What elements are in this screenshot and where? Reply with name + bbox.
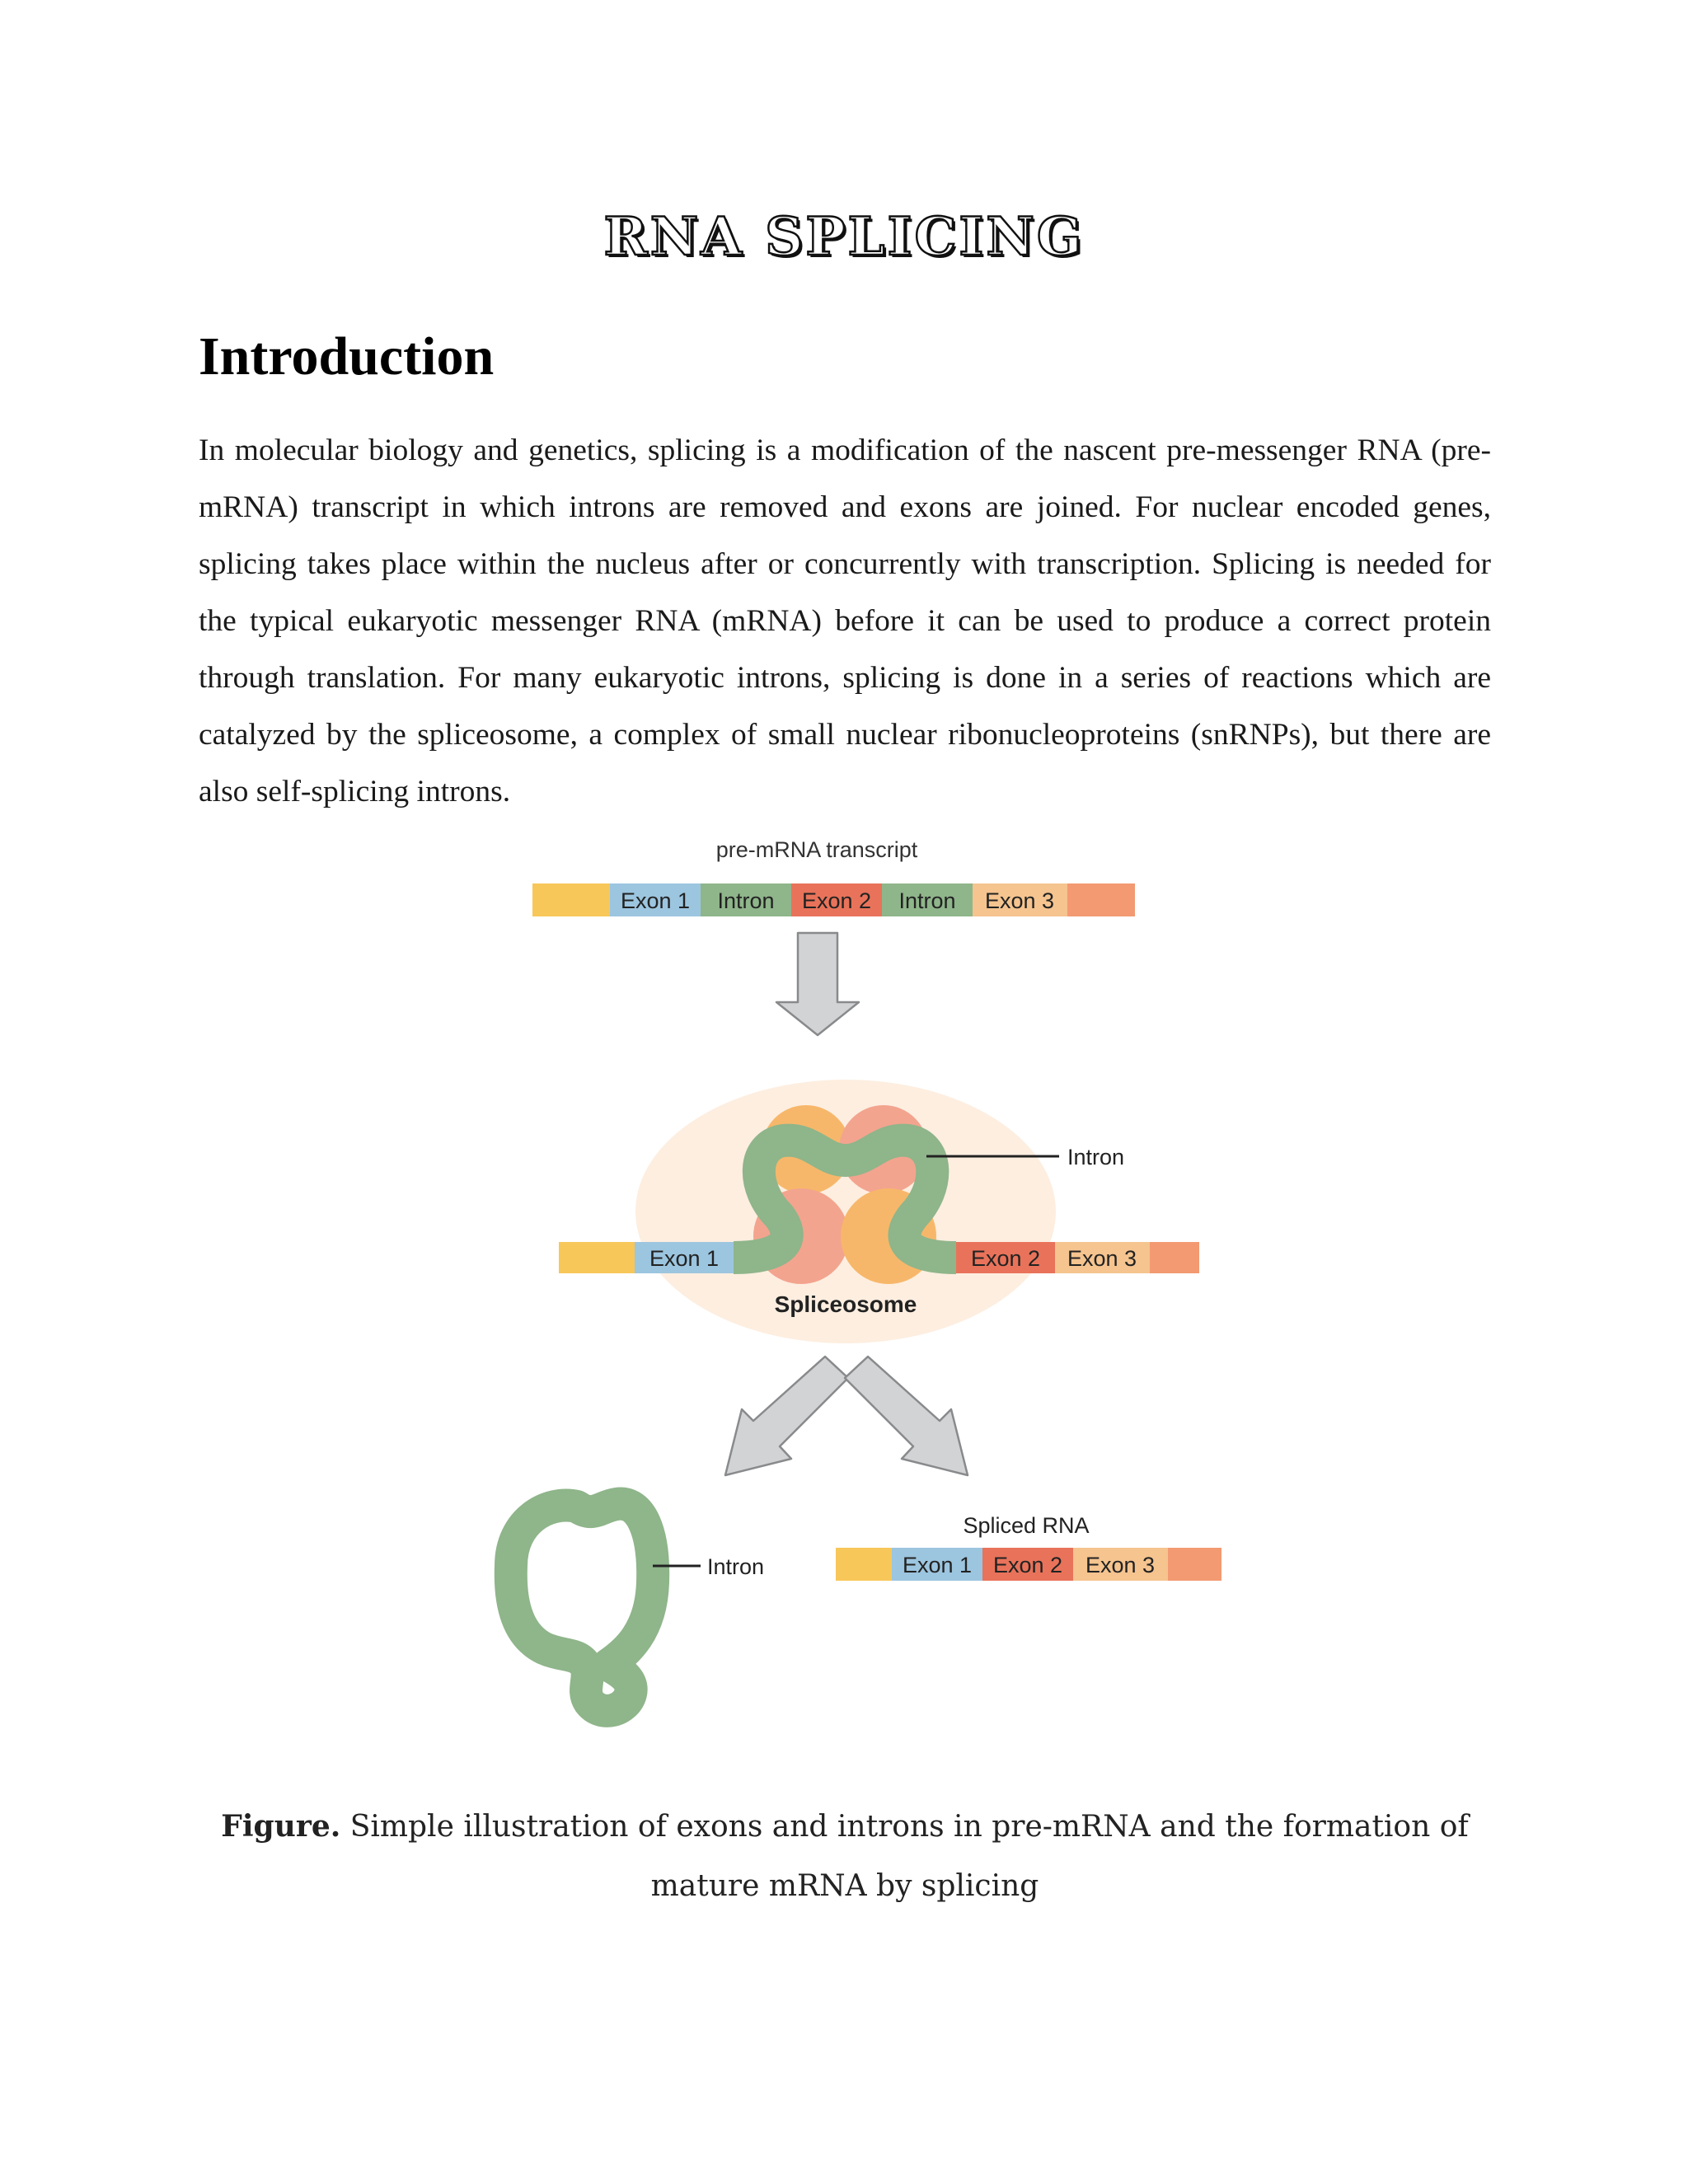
tail-segment: [1150, 1242, 1199, 1273]
segment-label: Exon 1: [620, 888, 691, 913]
segment-label: Exon 1: [649, 1246, 720, 1271]
cap-segment: [836, 1548, 892, 1581]
caption-lead: Figure.: [221, 1809, 341, 1844]
caption-text: Simple illustration of exons and introns in pre-mRNA and the formation of mature mRNA by splicing: [340, 1810, 1469, 1903]
segment-label: Intron: [717, 888, 775, 913]
tail-segment: [1168, 1548, 1221, 1581]
segment-label: Exon 2: [801, 888, 872, 913]
spliced-rna-label: Spliced RNA: [963, 1513, 1090, 1538]
cap-segment: [559, 1242, 635, 1273]
spliced-rna-bar: [836, 1548, 1221, 1581]
splicing-figure: [462, 841, 1236, 1731]
arrow-down-right-icon: [845, 1357, 968, 1475]
segment-label: Intron: [898, 888, 956, 913]
segment-label: Exon 1: [902, 1553, 973, 1577]
removed-intron-label: Intron: [707, 1554, 765, 1579]
down-arrow-icon: [776, 933, 859, 1035]
page-title: RNA SPLICING: [603, 206, 1085, 268]
pre-mrna-bar: [532, 883, 1135, 916]
excised-intron-lariat: [511, 1504, 653, 1711]
figure-caption: [199, 1797, 1491, 1916]
segment-label: Exon 3: [984, 888, 1055, 913]
segment-label: Exon 2: [992, 1553, 1063, 1577]
arrow-down-left-icon: [725, 1357, 848, 1475]
segment-label: Exon 2: [970, 1246, 1041, 1271]
spliceosome-label: Spliceosome: [774, 1291, 917, 1317]
section-heading: Introduction: [199, 326, 495, 387]
intron-callout: Intron: [1067, 1145, 1125, 1169]
segment-label: Exon 3: [1085, 1553, 1156, 1577]
intro-paragraph: In molecular biology and genetics, splicing is a modification of the nascent pre-messenger RNA (pre-mRNA) transcript in which introns are removed and exons are joined. For nuclear encoded genes, splicing takes place within the nucleus after or concurrently with transcription. Splicing is needed for the typical eukaryotic messenger RNA (mRNA) before it can be used to produce a correct protein through translation. For many eukaryotic introns, splicing is done in a series of reactions which are catalyzed by the spliceosome, a complex of small nuclear ribonucleoproteins (snRNPs), but there are also self-splicing introns.: [199, 434, 1491, 808]
segment-label: Exon 3: [1067, 1246, 1137, 1271]
tail-segment: [1067, 883, 1135, 916]
pre-mrna-label: pre-mRNA transcript: [715, 841, 918, 862]
cap-segment: [532, 883, 610, 916]
